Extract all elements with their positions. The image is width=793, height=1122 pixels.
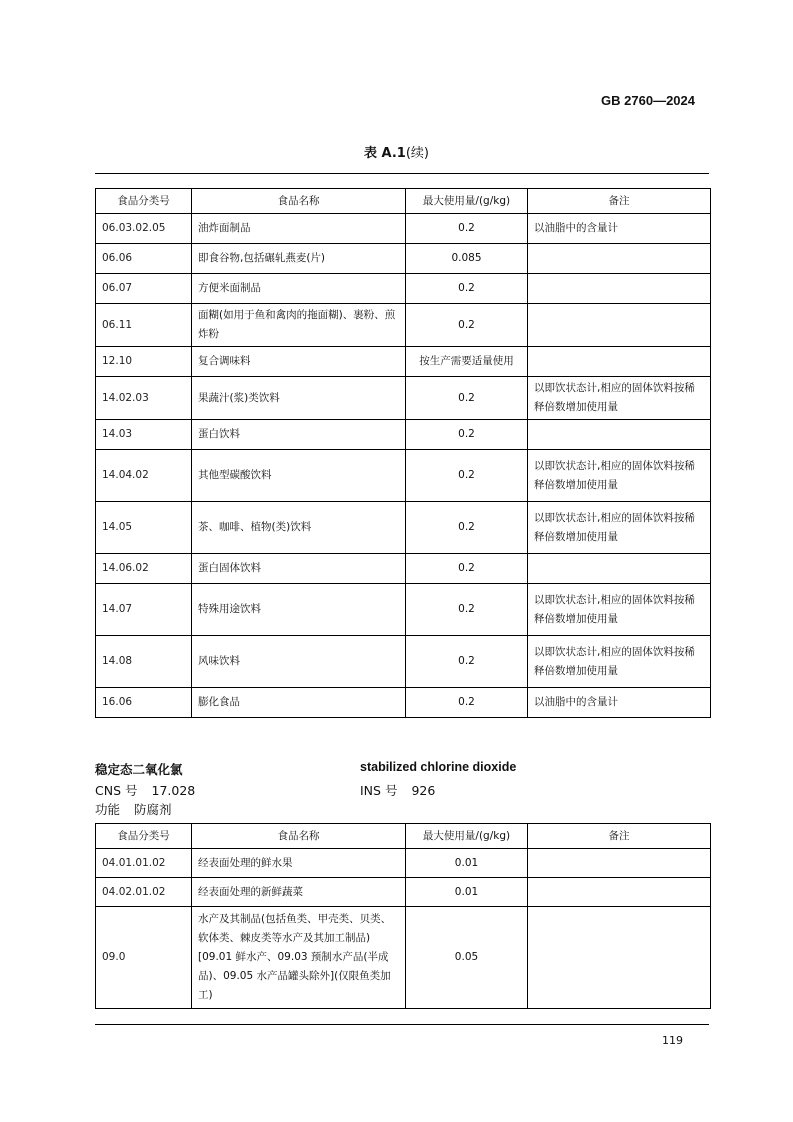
cell-name: 特殊用途饮料 — [192, 584, 406, 636]
table-header-row — [96, 189, 711, 214]
cell-name: 油炸面制品 — [192, 214, 406, 244]
cell-code: 04.01.01.02 — [96, 849, 192, 878]
cell-note: 以即饮状态计,相应的固体饮料按稀释倍数增加使用量 — [528, 450, 711, 502]
cell-usage: 0.2 — [406, 450, 528, 502]
table-row — [96, 584, 711, 636]
column-header-note: 备注 — [528, 824, 711, 849]
bottom-rule — [95, 1024, 709, 1025]
cns-number — [95, 781, 195, 799]
column-header-code: 食品分类号 — [96, 189, 192, 214]
ins-label: INS 号 — [360, 783, 398, 798]
table-row — [96, 377, 711, 420]
cell-note — [528, 420, 711, 450]
cell-note — [528, 244, 711, 274]
additive-table-chlorine-dioxide — [95, 823, 711, 1009]
cell-usage: 0.085 — [406, 244, 528, 274]
cell-usage: 0.2 — [406, 304, 528, 347]
cell-name: 蛋白固体饮料 — [192, 554, 406, 584]
standard-code: GB 2760—2024 — [601, 93, 695, 108]
table-row — [96, 502, 711, 554]
cell-usage: 0.2 — [406, 214, 528, 244]
cell-name: 复合调味料 — [192, 347, 406, 377]
cell-note: 以油脂中的含量计 — [528, 688, 711, 718]
cell-usage: 0.2 — [406, 502, 528, 554]
column-header-note: 备注 — [528, 189, 711, 214]
table-caption — [0, 142, 793, 161]
cell-note — [528, 274, 711, 304]
cell-note: 以即饮状态计,相应的固体饮料按稀释倍数增加使用量 — [528, 584, 711, 636]
cell-code: 16.06 — [96, 688, 192, 718]
cell-usage: 0.2 — [406, 377, 528, 420]
table-caption-paren: (续) — [405, 146, 429, 161]
table-body — [96, 214, 711, 718]
column-header-name: 食品名称 — [192, 824, 406, 849]
cell-note — [528, 347, 711, 377]
cell-name: 果蔬汁(浆)类饮料 — [192, 377, 406, 420]
column-header-usage: 最大使用量/(g/kg) — [406, 189, 528, 214]
table-row — [96, 849, 711, 878]
table-row — [96, 688, 711, 718]
table-row — [96, 274, 711, 304]
cell-usage: 0.2 — [406, 274, 528, 304]
cell-code: 04.02.01.02 — [96, 878, 192, 907]
cell-note — [528, 907, 711, 1009]
cell-code: 06.07 — [96, 274, 192, 304]
table-row — [96, 244, 711, 274]
cell-note: 以油脂中的含量计 — [528, 214, 711, 244]
cell-code: 14.03 — [96, 420, 192, 450]
function-line — [95, 800, 172, 818]
cell-usage: 按生产需要适量使用 — [406, 347, 528, 377]
table-row — [96, 636, 711, 688]
cell-usage: 0.2 — [406, 584, 528, 636]
cell-usage: 0.01 — [406, 878, 528, 907]
function-label: 功能 — [95, 802, 121, 817]
cell-note: 以即饮状态计,相应的固体饮料按稀释倍数增加使用量 — [528, 377, 711, 420]
function-value: 防腐剂 — [134, 802, 172, 817]
table-row — [96, 304, 711, 347]
cell-name: 膨化食品 — [192, 688, 406, 718]
cell-note: 以即饮状态计,相应的固体饮料按稀释倍数增加使用量 — [528, 502, 711, 554]
cell-note — [528, 304, 711, 347]
additive-name-en: stabilized chlorine dioxide — [360, 760, 517, 774]
table-row — [96, 878, 711, 907]
cell-code: 06.11 — [96, 304, 192, 347]
cell-usage: 0.2 — [406, 688, 528, 718]
table-row — [96, 907, 711, 1009]
cell-code: 14.02.03 — [96, 377, 192, 420]
cell-name: 茶、咖啡、植物(类)饮料 — [192, 502, 406, 554]
cell-note — [528, 554, 711, 584]
cell-code: 14.08 — [96, 636, 192, 688]
cell-name: 经表面处理的新鲜蔬菜 — [192, 878, 406, 907]
cell-name: 方便米面制品 — [192, 274, 406, 304]
additive-name-cn: 稳定态二氧化氯 — [95, 762, 183, 777]
ins-value: 926 — [411, 783, 436, 798]
cell-code: 14.06.02 — [96, 554, 192, 584]
cell-name: 水产及其制品(包括鱼类、甲壳类、贝类、软体类、棘皮类等水产及其加工制品)[09.01 鲜水产、09.03 预制水产品(半成品)、09.05 水产品罐头除外](仅限鱼类加工) — [192, 907, 406, 1009]
cell-name: 其他型碳酸饮料 — [192, 450, 406, 502]
top-rule — [95, 173, 709, 174]
cell-usage: 0.2 — [406, 420, 528, 450]
cell-code: 06.03.02.05 — [96, 214, 192, 244]
column-header-code: 食品分类号 — [96, 824, 192, 849]
cell-code: 06.06 — [96, 244, 192, 274]
table-header-row — [96, 824, 711, 849]
cell-code: 09.0 — [96, 907, 192, 1009]
cell-code: 14.07 — [96, 584, 192, 636]
column-header-usage: 最大使用量/(g/kg) — [406, 824, 528, 849]
column-header-name: 食品名称 — [192, 189, 406, 214]
cell-note — [528, 849, 711, 878]
cell-name: 即食谷物,包括碾轧燕麦(片) — [192, 244, 406, 274]
cell-usage: 0.2 — [406, 636, 528, 688]
cell-usage: 0.05 — [406, 907, 528, 1009]
table-row — [96, 450, 711, 502]
cell-note — [528, 878, 711, 907]
cell-note: 以即饮状态计,相应的固体饮料按稀释倍数增加使用量 — [528, 636, 711, 688]
cell-code: 14.04.02 — [96, 450, 192, 502]
page-number: 119 — [662, 1034, 683, 1047]
cell-code: 12.10 — [96, 347, 192, 377]
table-body — [96, 849, 711, 1009]
ins-number — [360, 781, 435, 799]
cell-usage: 0.2 — [406, 554, 528, 584]
table-row — [96, 347, 711, 377]
cell-name: 风味饮料 — [192, 636, 406, 688]
cell-code: 14.05 — [96, 502, 192, 554]
cell-name: 蛋白饮料 — [192, 420, 406, 450]
cell-usage: 0.01 — [406, 849, 528, 878]
additive-table-continued — [95, 188, 711, 718]
table-row — [96, 214, 711, 244]
cell-name: 经表面处理的鲜水果 — [192, 849, 406, 878]
cell-name: 面糊(如用于鱼和禽肉的拖面糊)、裹粉、煎炸粉 — [192, 304, 406, 347]
table-row — [96, 420, 711, 450]
table-row — [96, 554, 711, 584]
cns-label: CNS 号 — [95, 783, 138, 798]
table-caption-main: 表 A.1 — [364, 146, 406, 161]
cns-value: 17.028 — [151, 783, 196, 798]
